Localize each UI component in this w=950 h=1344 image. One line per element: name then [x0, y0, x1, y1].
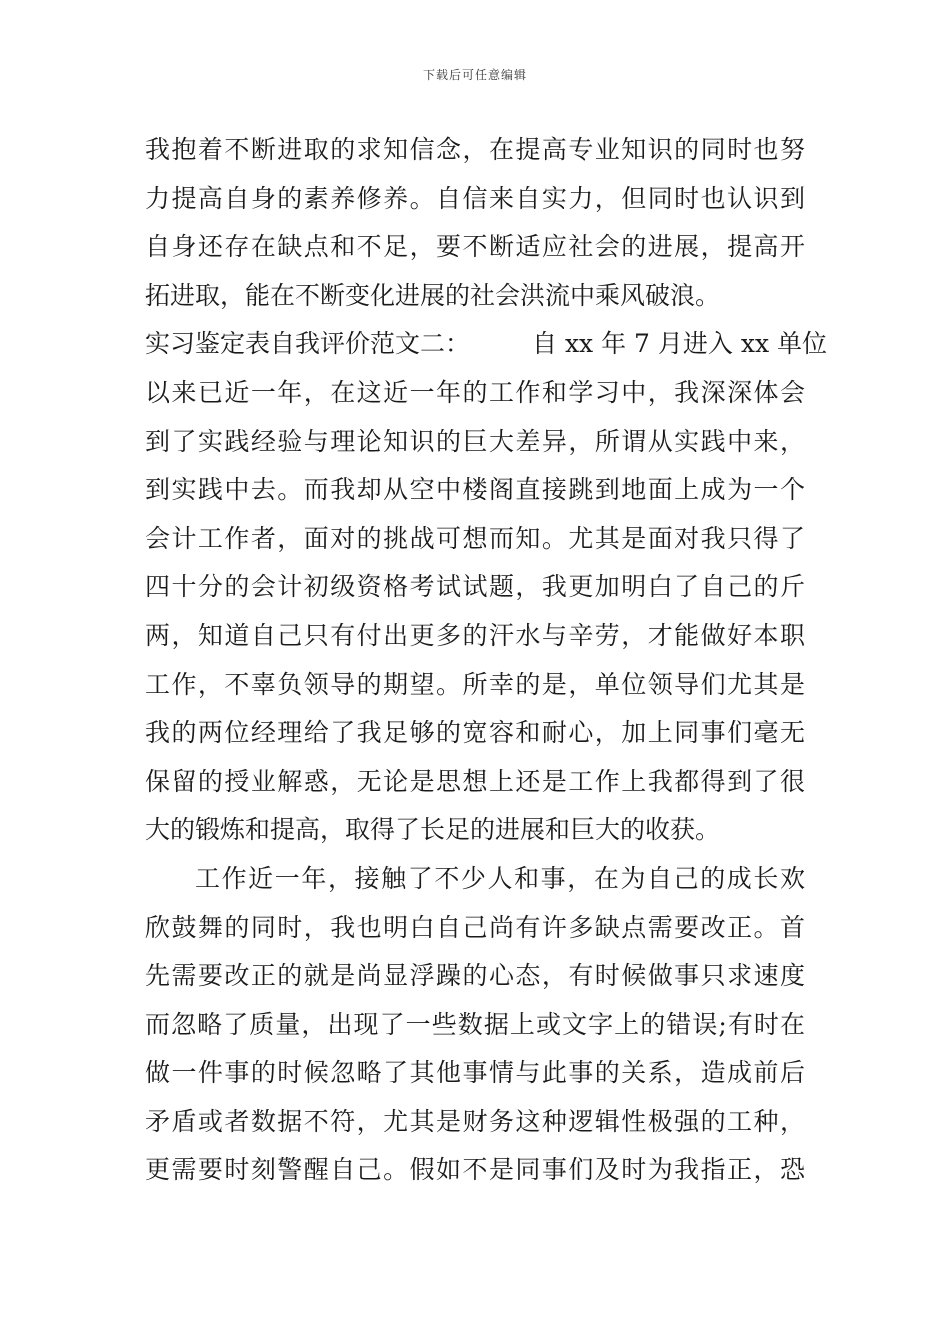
paragraph-line: 力提高自身的素养修养。自信来自实力，但同时也认识到: [145, 183, 805, 213]
paragraph-line: 我的两位经理给了我足够的宽容和耐心，加上同事们毫无: [145, 718, 805, 748]
section-heading-line: [145, 320, 827, 369]
paragraph-line: 工作，不辜负领导的期望。所幸的是，单位领导们尤其是: [145, 669, 805, 699]
paragraph-line: 我抱着不断进取的求知信念，在提高专业知识的同时也努: [145, 135, 805, 164]
paragraph-line: 自身还存在缺点和不足，要不断适应社会的进展，提高开: [145, 232, 805, 262]
section-title: 实习鉴定表自我评价范文二：: [145, 329, 471, 359]
paragraph-line: 到实践中去。而我却从空中楼阁直接跳到地面上成为一个: [145, 475, 805, 505]
page-header-note: 下载后可任意编辑: [422, 68, 527, 82]
document-body: [145, 126, 827, 1195]
paragraph-line: 工作近一年，接触了不少人和事，在为自己的成长欢: [195, 863, 805, 893]
paragraph-line: 拓进取，能在不断变化进展的社会洪流中乘风破浪。: [145, 280, 721, 310]
paragraph-line: 欣鼓舞的同时，我也明白自己尚有许多缺点需要改正。首: [145, 912, 805, 942]
paragraph-line: 更需要时刻警醒自己。假如不是同事们及时为我指正，恐: [145, 1155, 805, 1185]
paragraph-line: 到了实践经验与理论知识的巨大差异，所谓从实践中来，: [145, 426, 805, 456]
paragraph-line: 做一件事的时候忽略了其他事情与此事的关系，造成前后: [145, 1058, 805, 1088]
paragraph-line: 会计工作者，面对的挑战可想而知。尤其是面对我只得了: [145, 523, 805, 553]
paragraph-line: 以来已近一年，在这近一年的工作和学习中，我深深体会: [145, 377, 805, 407]
paragraph-line: 矛盾或者数据不符，尤其是财务这种逻辑性极强的工种，: [145, 1106, 805, 1136]
paragraph-line: 两，知道自己只有付出更多的汗水与辛劳，才能做好本职: [145, 620, 805, 650]
paragraph-line: 大的锻炼和提高，取得了长足的进展和巨大的收获。: [145, 815, 721, 845]
paragraph-line: 保留的授业解惑，无论是思想上还是工作上我都得到了很: [145, 766, 805, 796]
paragraph-line: 而忽略了质量，出现了一些数据上或文字上的错误;有时在: [145, 1009, 805, 1039]
paragraph-line: 四十分的会计初级资格考试试题，我更加明白了自己的斤: [145, 572, 805, 602]
section-lead: 自 xx 年 7 月进入 xx 单位: [532, 329, 827, 359]
paragraph-line: 先需要改正的就是尚显浮躁的心态，有时候做事只求速度: [145, 961, 805, 991]
